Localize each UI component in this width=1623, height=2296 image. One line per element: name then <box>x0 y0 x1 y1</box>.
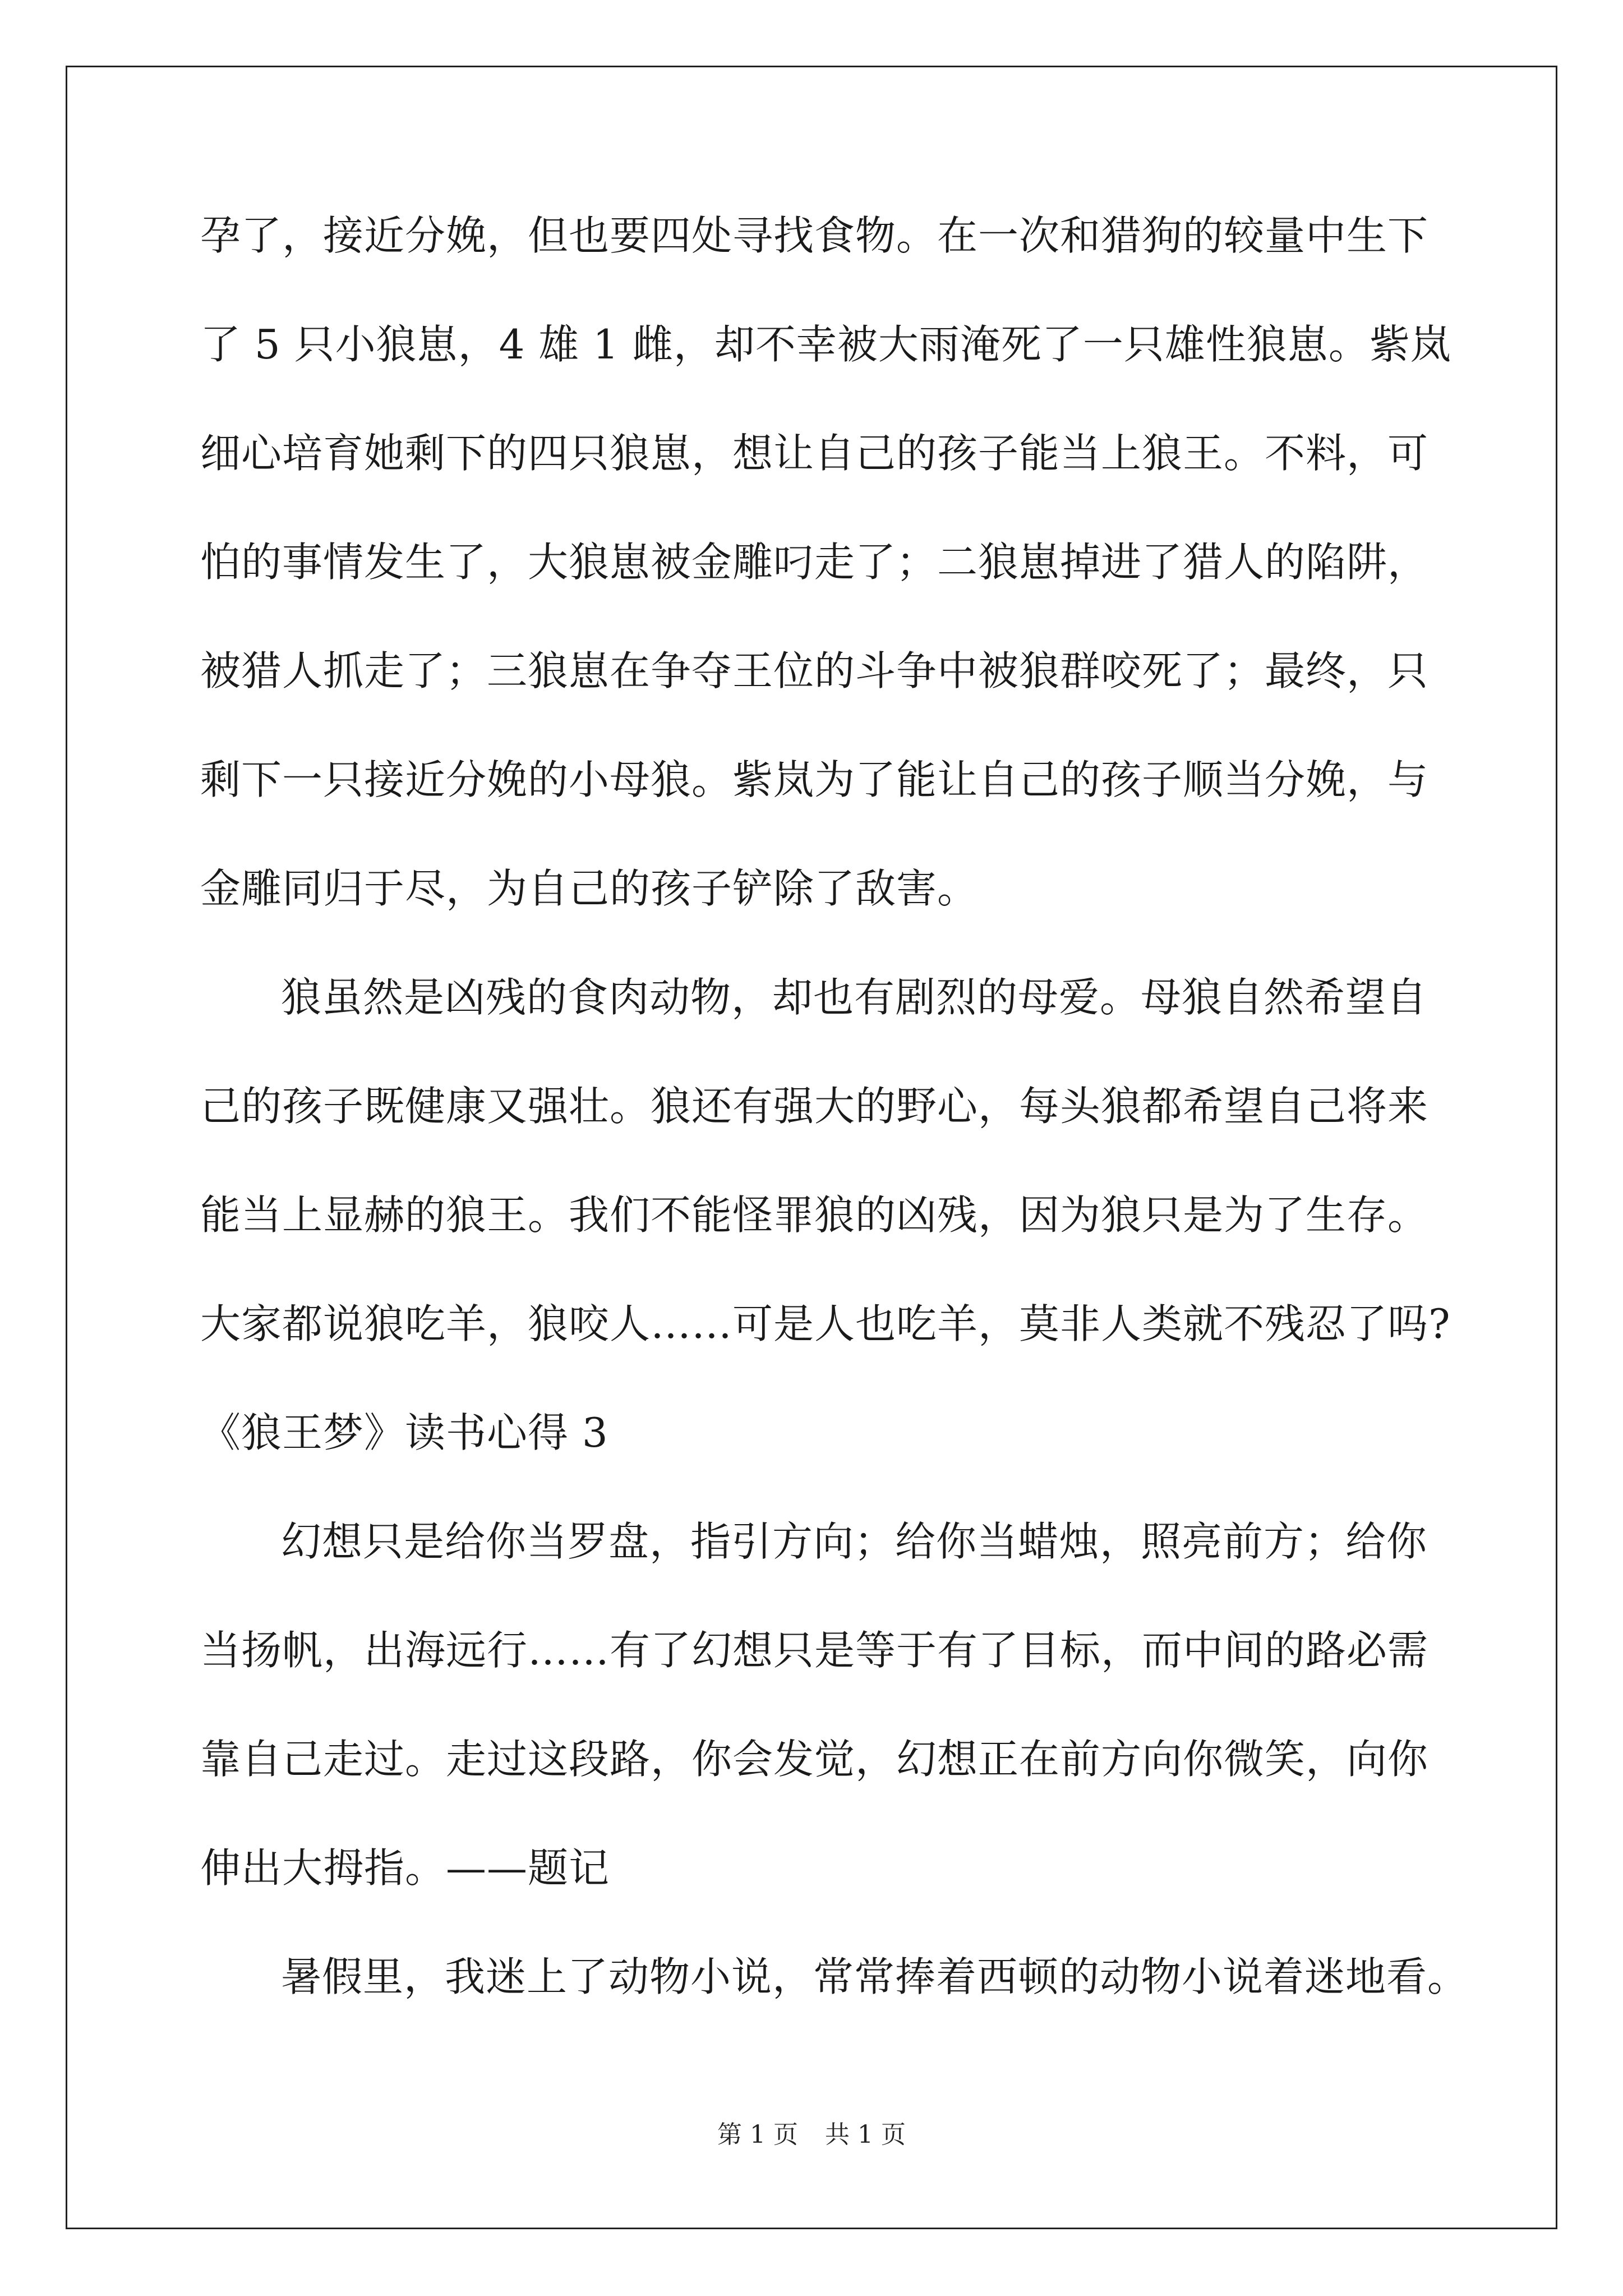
text-line: 靠自己走过。走过这段路，你会发觉，幻想正在前方向你微笑，向你 <box>200 1736 1429 1783</box>
text-line: 孕了，接近分娩，但也要四处寻找食物。在一次和猎狗的较量中生下 <box>200 212 1429 259</box>
text-line: 细心培育她剩下的四只狼崽，想让自己的孩子能当上狼王。不料，可 <box>200 430 1429 477</box>
text-line: 金雕同归于尽，为自己的孩子铲除了敌害。 <box>200 865 979 912</box>
paragraph-start-line: 狼虽然是凶残的食肉动物，却也有剧烈的母爱。母狼自然希望自 <box>281 974 1428 1021</box>
section-heading: 《狼王梦》读书心得 3 <box>200 1409 608 1456</box>
text-line: 剩下一只接近分娩的小母狼。紫岚为了能让自己的孩子顺当分娩，与 <box>200 756 1429 803</box>
paragraph-start-line: 暑假里，我迷上了动物小说，常常捧着西顿的动物小说着迷地看。 <box>281 1953 1469 2000</box>
text-line: 大家都说狼吃羊，狼咬人……可是人也吃羊，莫非人类就不残忍了吗? <box>200 1300 1451 1347</box>
text-line: 怕的事情发生了，大狼崽被金雕叼走了；二狼崽掉进了猎人的陷阱， <box>200 539 1429 586</box>
page-footer <box>0 2119 1623 2151</box>
document-body <box>200 209 1469 2059</box>
text-line: 己的孩子既健康又强壮。狼还有强大的野心，每头狼都希望自己将来 <box>200 1083 1429 1130</box>
text-line: 了 5 只小狼崽，4 雄 1 雌，却不幸被大雨淹死了一只雄性狼崽。紫岚 <box>200 321 1451 368</box>
text-line: 当扬帆，出海远行……有了幻想只是等于有了目标，而中间的路必需 <box>200 1627 1429 1674</box>
text-line: 伸出大拇指。——题记 <box>200 1844 610 1892</box>
text-line: 被猎人抓走了；三狼崽在争夺王位的斗争中被狼群咬死了；最终，只 <box>200 647 1429 694</box>
paragraph-start-line: 幻想只是给你当罗盘，指引方向；给你当蜡烛，照亮前方；给你 <box>281 1518 1428 1565</box>
text-line: 能当上显赫的狼王。我们不能怪罪狼的凶残，因为狼只是为了生存。 <box>200 1191 1429 1239</box>
page-number: 第 1 页 <box>717 2120 798 2149</box>
page-total: 共 1 页 <box>825 2120 906 2149</box>
